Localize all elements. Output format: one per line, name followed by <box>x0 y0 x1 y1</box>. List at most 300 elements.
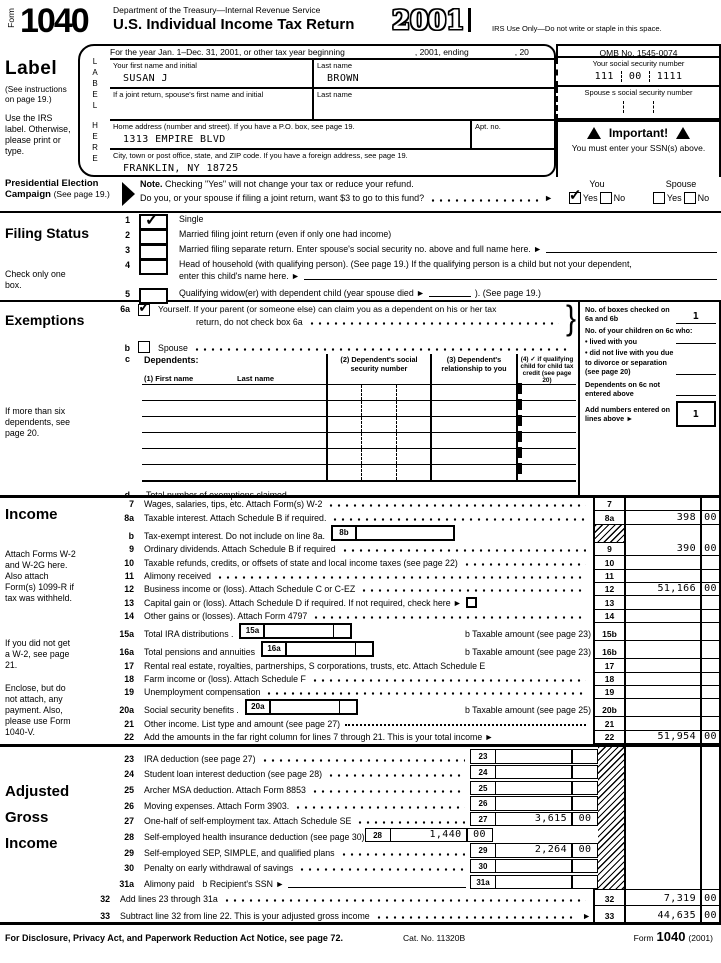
dependent-row <box>142 384 576 400</box>
home-address-field[interactable] <box>110 121 470 148</box>
note-rest: Checking "Yes" will not change your tax or reduce your refund. <box>162 179 414 189</box>
agency-line: Department of the Treasury—Internal Revenue Service <box>113 5 321 15</box>
line-cell-label: 14 <box>593 610 624 623</box>
income-line-20a <box>110 699 721 717</box>
amount-10[interactable] <box>624 556 700 569</box>
line-8b-box[interactable] <box>331 525 455 541</box>
qc-checkbox[interactable] <box>518 399 522 410</box>
home-address-value[interactable]: 1313 EMPIRE BLVD <box>123 134 226 146</box>
amount-13[interactable] <box>624 596 700 609</box>
cents-23[interactable] <box>572 749 598 764</box>
amount-9[interactable]: 390 <box>624 543 700 556</box>
line-number: 1 <box>125 215 130 225</box>
rail-letter: R <box>92 143 98 152</box>
cents-11[interactable] <box>700 570 721 583</box>
cents-24[interactable] <box>572 765 598 780</box>
name-row <box>110 60 554 89</box>
dot-leader <box>429 199 539 202</box>
amount-25[interactable] <box>496 781 572 796</box>
form-number: 1040 <box>20 2 88 40</box>
sub-cell-label: 30 <box>470 859 496 874</box>
inline-box-label: 16a <box>263 643 287 655</box>
inline-box-entry[interactable] <box>265 625 333 637</box>
you-column-header: You <box>589 179 605 189</box>
spouse-no-checkbox[interactable] <box>684 192 696 204</box>
agi-line-26 <box>110 795 598 811</box>
no-label: No <box>697 193 710 203</box>
amount-31a[interactable] <box>496 875 572 890</box>
line-text: Taxable refunds, credits, or offsets of state and local income taxes (see page 22) <box>144 557 458 568</box>
city-value[interactable]: FRANKLIN, NY 18725 <box>123 163 239 175</box>
dependent-ssn-cell[interactable] <box>326 385 430 400</box>
arrow-glyph: ► <box>582 911 591 921</box>
presidential-heading: Presidential Election Campaign <box>5 178 99 201</box>
cents-31a[interactable] <box>572 875 598 890</box>
attach-w2-note: Attach Forms W-2 and W-2G here. Also attach Form(s) 1099-R if tax was withheld. <box>5 549 76 603</box>
spouse-ssn-field[interactable] <box>556 87 721 120</box>
line-cell-label: 19 <box>593 686 624 699</box>
form-word: Form <box>6 8 16 28</box>
line-cell-label: 7 <box>593 498 624 511</box>
you-no-checkbox[interactable] <box>600 192 612 204</box>
cents-10[interactable] <box>700 556 721 569</box>
dependent-relationship-cell[interactable] <box>430 417 516 432</box>
cents-26[interactable] <box>572 796 598 811</box>
qualifying-child-column-header: (4) ✓ if qualifying child for child tax credit (see page 20) <box>516 354 576 384</box>
spouse-last-name-label: Last name <box>317 89 353 99</box>
qc-checkbox[interactable] <box>518 431 522 442</box>
presidential-see-page: (See page 19.) <box>53 189 110 200</box>
arrow-glyph: ► <box>544 193 553 203</box>
filing-separate-checkbox[interactable] <box>139 244 168 260</box>
dependent-relationship-cell[interactable] <box>430 449 516 464</box>
dot-leader <box>327 774 465 777</box>
dotted-entry-line[interactable] <box>345 724 586 726</box>
lived-with-you-blank[interactable] <box>676 343 716 344</box>
dependent-qc-cell[interactable] <box>516 401 576 416</box>
line-cell-label: 9 <box>593 543 624 556</box>
dot-leader <box>356 821 465 824</box>
amount-24[interactable] <box>496 765 572 780</box>
line-number: 4 <box>125 260 130 270</box>
dot-leader <box>311 679 586 682</box>
agi-line-25 <box>110 779 598 795</box>
cents-13[interactable] <box>700 596 721 609</box>
brace-glyph: } <box>565 299 576 338</box>
spouse-last-name-field[interactable] <box>312 89 554 119</box>
line-text: Alimony paid <box>144 879 195 890</box>
dependent-name-cell[interactable] <box>142 401 326 416</box>
income-heading: Income <box>5 506 58 523</box>
cents-25[interactable] <box>572 781 598 796</box>
dependent-row <box>142 464 576 480</box>
dependent-qc-cell[interactable] <box>516 449 576 464</box>
agi-heading-line: Gross <box>5 809 49 826</box>
line-cell-label: 17 <box>593 659 624 672</box>
dot-leader <box>340 853 465 856</box>
sub-cell-label: 26 <box>470 796 496 811</box>
line-text: Ordinary dividends. Attach Schedule B if required <box>144 544 336 555</box>
qc-checkbox[interactable] <box>518 415 522 426</box>
hatched-band <box>598 747 624 889</box>
dependent-row <box>142 416 576 432</box>
dependent-ssn-cell[interactable] <box>326 465 430 480</box>
cents-21[interactable] <box>700 717 721 730</box>
dot-leader <box>375 916 578 919</box>
filing-line-1 <box>110 214 721 229</box>
rail-letter: E <box>92 90 98 99</box>
line-number: 28 <box>124 832 134 843</box>
qc-checkbox[interactable] <box>518 463 522 474</box>
form-footer <box>0 929 721 944</box>
last-name-field[interactable] <box>312 60 554 87</box>
line-6b-text: Spouse <box>158 343 188 353</box>
dependent-relationship-cell[interactable] <box>430 433 516 448</box>
agi-cents-area <box>700 747 721 889</box>
dependent-qc-cell[interactable] <box>516 385 576 400</box>
add-numbers-label: Add numbers entered on lines above ► <box>585 404 671 424</box>
cents-20b[interactable] <box>700 699 721 717</box>
cents-7[interactable] <box>700 498 721 511</box>
dependent-ssn-cell[interactable] <box>326 449 430 464</box>
form-header <box>0 0 721 44</box>
line-number: 19 <box>124 687 134 698</box>
did-not-live-blank[interactable] <box>676 374 716 375</box>
dependent-qc-cell[interactable] <box>516 433 576 448</box>
important-box <box>556 120 721 177</box>
filing-line-text: Married filing joint return (even if only one had income) <box>179 229 392 239</box>
filing-joint-checkbox[interactable] <box>139 229 168 245</box>
cents-15b[interactable] <box>700 623 721 641</box>
dependent-ssn-cell[interactable] <box>326 417 430 432</box>
line-cell-label: 22 <box>593 731 624 744</box>
arrow-right-icon <box>122 182 135 206</box>
line-number: 30 <box>124 863 134 874</box>
dot-leader <box>308 322 559 325</box>
line-text: Taxable interest. Attach Schedule B if required. <box>144 512 327 523</box>
line-number: 25 <box>124 785 134 796</box>
inline-box-cents[interactable] <box>339 701 356 713</box>
amount-28[interactable]: 1,440 <box>391 828 467 843</box>
line-text: Total pensions and annuities <box>144 647 256 658</box>
tax-year-line <box>110 46 554 60</box>
rail-letter: E <box>92 154 98 163</box>
qc-checkbox[interactable] <box>518 383 522 394</box>
amount-33[interactable]: 44,635 <box>624 906 700 923</box>
form-title: U.S. Individual Income Tax Return <box>113 16 355 33</box>
address-row <box>110 121 554 150</box>
sub-cell-label: 23 <box>470 749 496 764</box>
city-row <box>110 150 554 175</box>
amount-15b[interactable] <box>624 623 700 641</box>
you-yes-checkbox[interactable] <box>569 192 581 204</box>
amount-18[interactable] <box>624 673 700 686</box>
line-20a-box[interactable] <box>245 699 358 715</box>
filing-single-checkbox[interactable] <box>139 214 168 230</box>
cents-8b <box>700 525 721 543</box>
amount-20b[interactable] <box>624 699 700 717</box>
blank-line[interactable] <box>429 296 471 297</box>
line-text: One-half of self-employment tax. Attach Schedule SE <box>144 816 352 827</box>
last-name-value[interactable]: BROWN <box>327 73 360 84</box>
income-line-8a <box>110 511 721 524</box>
dependent-relationship-cell[interactable] <box>430 465 516 480</box>
ssn-part: 111 <box>594 71 614 82</box>
dependent-ssn-cell[interactable] <box>326 401 430 416</box>
line-number: 32 <box>100 894 110 904</box>
taxable-amount-label: b Taxable amount (see page 23) <box>464 647 591 658</box>
line-16a-box[interactable] <box>261 641 374 657</box>
presidential-note <box>140 179 553 189</box>
label-sidebar <box>5 58 73 157</box>
dependent-name-cell[interactable] <box>142 385 326 400</box>
ssn-column <box>556 58 721 177</box>
dot-leader <box>463 563 586 566</box>
cents-14[interactable] <box>700 610 721 623</box>
blank-line[interactable] <box>304 279 717 280</box>
line-text: Self-employed health insurance deduction (see page 30) <box>144 832 365 843</box>
dependent-qc-cell[interactable] <box>516 465 576 480</box>
amount-14[interactable] <box>624 610 700 623</box>
no-w2-note: If you did not get a W-2, see page 21. <box>5 637 71 670</box>
recipient-ssn-blank[interactable] <box>288 887 466 888</box>
line-text: Wages, salaries, tips, etc. Attach Form(s) W-2 <box>144 499 323 510</box>
line-6d-text: Total number of exemptions claimed <box>146 490 287 500</box>
divider-bar <box>468 8 471 32</box>
inline-box-label: 15a <box>241 625 265 637</box>
amount-12[interactable]: 51,166 <box>624 583 700 596</box>
label-see-instructions: (See instructions on page 19.) <box>5 84 67 105</box>
line-cell-label: 13 <box>593 596 624 609</box>
amount-11[interactable] <box>624 570 700 583</box>
filing-line-text: Head of household (with qualifying person). (See page 19.) If the qualifying person is a child but not your dependent, <box>179 259 632 269</box>
agi-line-24 <box>110 764 598 780</box>
more-dependents-note: If more than six dependents, see page 20. <box>5 406 71 438</box>
line-cell-label: 21 <box>593 717 624 730</box>
taxable-amount-label: b Taxable amount (see page 23) <box>464 629 591 640</box>
income-line-22 <box>110 731 721 744</box>
cents-19[interactable] <box>700 686 721 699</box>
income-line-12 <box>110 583 721 596</box>
filing-hoh-checkbox[interactable] <box>139 259 168 275</box>
line-text: Self-employed SEP, SIMPLE, and qualified plans <box>144 847 335 858</box>
cents-18[interactable] <box>700 673 721 686</box>
filing-status-sidebar <box>5 225 89 291</box>
inline-box-entry[interactable] <box>287 643 355 655</box>
agi-heading-line: Income <box>5 835 58 852</box>
spouse-yes-checkbox[interactable] <box>653 192 665 204</box>
dot-leader <box>311 790 465 793</box>
amount-30[interactable] <box>496 859 572 874</box>
inline-box-cents[interactable] <box>333 625 350 637</box>
spouse-name-row <box>110 89 554 121</box>
line-text: Student loan interest deduction (see page 28) <box>144 769 323 780</box>
line-text: Tax-exempt interest. Do not include on line 8a. <box>144 530 325 541</box>
line-cell-label: 20b <box>593 699 624 717</box>
line-number: 16a <box>119 647 134 658</box>
filing-line-text2: ). (See page 19.) <box>474 288 541 298</box>
line-text: Add the amounts in the far right column for lines 7 through 21. This is your total income ► <box>144 732 494 743</box>
line-number: 33 <box>100 911 110 921</box>
cents-8a[interactable]: 00 <box>700 511 721 524</box>
filing-status-section <box>0 213 721 302</box>
first-name-value[interactable]: SUSAN J <box>123 73 168 84</box>
last-name-label: Last name <box>317 61 353 70</box>
inline-box-entry[interactable] <box>271 701 339 713</box>
line-number: 17 <box>124 660 134 671</box>
amount-8b <box>624 525 700 543</box>
income-line-21 <box>110 717 721 730</box>
sub-cell-label: 25 <box>470 781 496 796</box>
capital-gain-checkbox[interactable] <box>466 597 477 608</box>
cents-28[interactable]: 00 <box>467 828 493 843</box>
agi-line-33 <box>0 906 721 923</box>
boxes-checked-label: No. of boxes checked on 6a and 6b <box>585 305 670 324</box>
income-line-10 <box>110 556 721 569</box>
amount-8a[interactable]: 398 <box>624 511 700 524</box>
cents-17[interactable] <box>700 659 721 672</box>
rail-letter: L <box>92 101 98 110</box>
apt-field[interactable] <box>470 121 554 148</box>
your-ssn-field[interactable] <box>556 58 721 87</box>
cents-32[interactable]: 00 <box>700 889 721 906</box>
amount-26[interactable] <box>496 796 572 811</box>
amount-17[interactable] <box>624 659 700 672</box>
line-number: b <box>128 530 134 541</box>
inline-box-entry[interactable] <box>357 527 453 539</box>
amount-22[interactable]: 51,954 <box>624 731 700 744</box>
line-6b <box>110 338 576 353</box>
filing-line-text: Single <box>179 214 204 224</box>
cents-33[interactable]: 00 <box>700 906 721 923</box>
label-heading: Label <box>5 58 58 79</box>
amount-19[interactable] <box>624 686 700 699</box>
cents-16b[interactable] <box>700 641 721 659</box>
city-field[interactable] <box>110 150 554 175</box>
exemptions-sidebar <box>5 312 84 439</box>
income-line-13 <box>110 596 721 609</box>
year-line-text: , 2001, ending <box>414 47 469 57</box>
dependent-name-cell[interactable] <box>142 449 326 464</box>
agi-line-27 <box>110 811 598 827</box>
dependent-relationship-cell[interactable] <box>430 401 516 416</box>
spouse-ssn-blank <box>558 101 719 113</box>
line-cell-label: 15b <box>593 623 624 641</box>
cents-12[interactable]: 00 <box>700 583 721 596</box>
warning-triangle-icon <box>587 127 601 139</box>
cents-9[interactable]: 00 <box>700 543 721 556</box>
income-line-9 <box>110 543 721 556</box>
line-text: Moving expenses. Attach Form 3903. <box>144 800 290 811</box>
inline-box-cents[interactable] <box>355 643 372 655</box>
qc-checkbox[interactable] <box>518 447 522 458</box>
agi-line-28 <box>110 826 598 842</box>
dependents-header <box>142 354 576 384</box>
dependents-name-header <box>142 354 326 384</box>
line-cell-label: 18 <box>593 673 624 686</box>
line-number: 18 <box>124 673 134 684</box>
amount-16b[interactable] <box>624 641 700 659</box>
filing-line-4 <box>110 259 721 288</box>
dependent-name-cell[interactable] <box>142 433 326 448</box>
amount-7[interactable] <box>624 498 700 511</box>
line-number: 26 <box>124 800 134 811</box>
catalog-number: Cat. No. 11320B <box>402 933 466 943</box>
blank-line[interactable] <box>546 252 717 253</box>
agi-heading-line: Adjusted <box>5 783 70 800</box>
boxes-checked-value[interactable]: 1 <box>676 310 716 324</box>
line-cell-label: 11 <box>593 570 624 583</box>
presidential-question: Do you, or your spouse if filing a joint return, want $3 to go to this fund? <box>140 193 425 203</box>
spouse-checkbox[interactable] <box>138 341 150 353</box>
agi-line-31a <box>110 873 598 889</box>
amount-23[interactable] <box>496 749 572 764</box>
line-text: Other gains or (losses). Attach Form 4797 <box>144 611 308 622</box>
agi-line-30 <box>110 858 598 874</box>
income-line-11 <box>110 570 721 583</box>
line-number: 8a <box>124 512 134 523</box>
dependent-name-cell[interactable] <box>142 417 326 432</box>
sub-cell-label: 31a <box>470 875 496 890</box>
inline-box-label: 8b <box>333 527 357 539</box>
exemptions-heading: Exemptions <box>5 312 85 328</box>
income-sidebar <box>5 506 105 738</box>
amount-32[interactable]: 7,319 <box>624 889 700 906</box>
irs-use-only-note: IRS Use Only—Do not write or staple in this space. <box>492 24 662 33</box>
dot-leader <box>360 589 586 592</box>
apt-label: Apt. no. <box>475 122 501 132</box>
amount-21[interactable] <box>624 717 700 730</box>
total-exemptions-box[interactable]: 1 <box>676 401 716 427</box>
tax-year: 2001 <box>392 6 465 36</box>
no-label: No <box>613 193 626 203</box>
dependent-ssn-cell[interactable] <box>326 433 430 448</box>
line-number: 3 <box>125 245 130 255</box>
cents-22[interactable]: 00 <box>700 731 721 744</box>
home-address-label: Home address (number and street). If you have a P.O. box, see page 19. <box>113 122 355 132</box>
line-number: 15a <box>119 629 134 640</box>
presidential-sidebar <box>5 178 121 201</box>
sub-cell-label: 28 <box>365 828 391 843</box>
spouse-first-name-field[interactable] <box>110 89 312 119</box>
yourself-checkbox[interactable] <box>138 304 150 316</box>
exemptions-margin <box>578 302 721 498</box>
amount-29[interactable]: 2,264 <box>496 843 572 858</box>
dependents-not-entered-blank[interactable] <box>676 395 716 396</box>
amount-27[interactable]: 3,615 <box>496 812 572 827</box>
agi-line-29 <box>110 842 598 858</box>
line-text: Unemployment compensation <box>144 687 261 698</box>
your-ssn-value[interactable] <box>558 71 719 82</box>
cents-30[interactable] <box>572 859 598 874</box>
first-name-field[interactable] <box>110 60 312 87</box>
important-title: Important! <box>608 126 669 140</box>
first-name-label: Your first name and initial <box>113 61 197 70</box>
relationship-column-header: (3) Dependent's relationship to you <box>430 354 516 384</box>
cents-29[interactable]: 00 <box>572 843 598 858</box>
line-15a-box[interactable] <box>239 623 352 639</box>
cents-27[interactable]: 00 <box>572 812 598 827</box>
line-cell-label: 12 <box>593 583 624 596</box>
agi-empty-column <box>624 747 721 889</box>
agi-line-23 <box>110 748 598 764</box>
filing-line-3 <box>110 244 721 259</box>
dependent-qc-cell[interactable] <box>516 417 576 432</box>
line-text: Social security benefits . <box>144 705 239 716</box>
dependent-relationship-cell[interactable] <box>430 385 516 400</box>
dot-leader <box>327 504 586 507</box>
dependent-name-cell[interactable] <box>142 465 326 480</box>
